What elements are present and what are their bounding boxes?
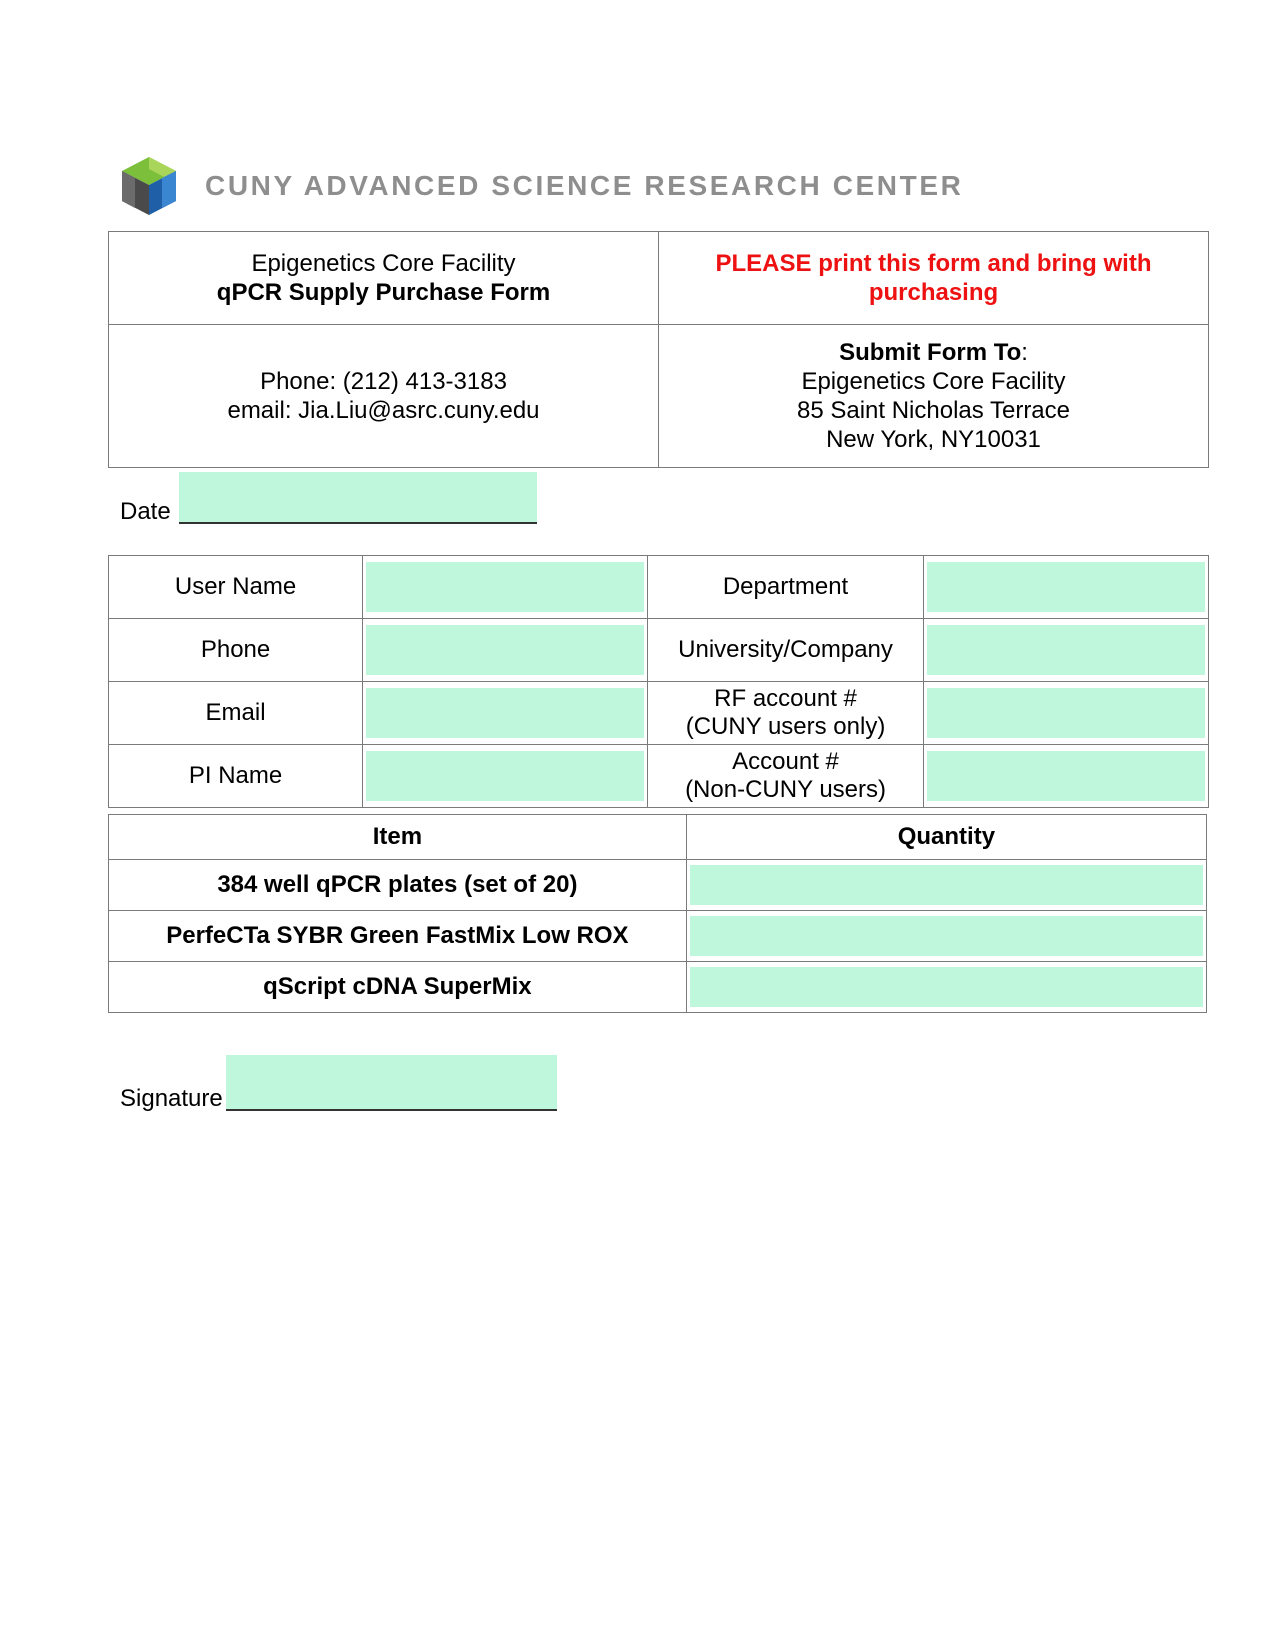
department-input[interactable] [927, 562, 1205, 612]
submit-colon: : [1021, 339, 1028, 366]
phone-cell [363, 619, 648, 682]
contact-email: email: Jia.Liu@asrc.cuny.edu [227, 397, 540, 424]
university-cell [924, 619, 1209, 682]
university-label-text: University/Company [678, 636, 893, 663]
rf-account-label-sub: (CUNY users only) [685, 713, 886, 740]
user-name-label: User Name [109, 556, 363, 619]
items-table [108, 814, 1207, 1013]
user-row [109, 682, 1209, 745]
email-cell [363, 682, 648, 745]
address-line-2: 85 Saint Nicholas Terrace [796, 397, 1071, 424]
item-name: qScript cDNA SuperMix [109, 962, 687, 1013]
user-row [109, 745, 1209, 808]
quantity-cell [686, 911, 1206, 962]
user-name-cell [363, 556, 648, 619]
department-label-text: Department [722, 573, 849, 600]
submit-heading [659, 338, 1208, 367]
organization-name: CUNY ADVANCED SCIENCE RESEARCH CENTER [205, 170, 964, 201]
user-name-input[interactable] [366, 562, 644, 612]
table-row [109, 962, 1207, 1013]
quantity-cell [686, 962, 1206, 1013]
quantity-cell [686, 860, 1206, 911]
facility-name: Epigenetics Core Facility [251, 250, 516, 277]
form-title: qPCR Supply Purchase Form [216, 279, 551, 306]
print-notice-cell [659, 232, 1209, 325]
phone-input[interactable] [366, 625, 644, 675]
phone-label: Phone [109, 619, 363, 682]
quantity-input[interactable] [690, 967, 1203, 1007]
university-input[interactable] [927, 625, 1205, 675]
cube-icon [120, 155, 178, 217]
print-notice-line-1: PLEASE print this form and bring with [715, 250, 1152, 277]
items-header-row [109, 815, 1207, 860]
email-input[interactable] [366, 688, 644, 738]
signature-label: Signature [120, 1085, 223, 1112]
submit-address-cell [659, 325, 1209, 468]
university-label [647, 619, 923, 682]
pi-name-label: PI Name [109, 745, 363, 808]
print-notice-line-2: purchasing [868, 279, 999, 306]
table-row [109, 860, 1207, 911]
rf-account-cell [924, 682, 1209, 745]
quantity-input[interactable] [690, 865, 1203, 905]
rf-account-input[interactable] [927, 688, 1205, 738]
quantity-input[interactable] [690, 916, 1203, 956]
account-label-text: Account # [732, 748, 839, 775]
email-label: Email [109, 682, 363, 745]
account-label [647, 745, 923, 808]
item-name: 384 well qPCR plates (set of 20) [109, 860, 687, 911]
department-label [647, 556, 923, 619]
facility-title-cell [109, 232, 659, 325]
contact-cell [109, 325, 659, 468]
pi-name-cell [363, 745, 648, 808]
item-column-header: Item [109, 815, 687, 860]
user-info-table [108, 555, 1209, 808]
user-row [109, 556, 1209, 619]
quantity-column-header: Quantity [686, 815, 1206, 860]
date-label: Date [120, 498, 171, 525]
pi-name-input[interactable] [366, 751, 644, 801]
account-cell [924, 745, 1209, 808]
department-cell [924, 556, 1209, 619]
signature-input[interactable] [226, 1055, 557, 1111]
rf-account-label [647, 682, 923, 745]
submit-label: Submit Form To [839, 339, 1022, 366]
table-row [109, 911, 1207, 962]
account-input[interactable] [927, 751, 1205, 801]
item-name: PerfeCTa SYBR Green FastMix Low ROX [109, 911, 687, 962]
address-line-1: Epigenetics Core Facility [801, 368, 1066, 395]
contact-phone: Phone: (212) 413-3183 [260, 368, 507, 395]
account-label-sub: (Non-CUNY users) [685, 776, 886, 803]
user-row [109, 619, 1209, 682]
address-line-3: New York, NY10031 [826, 426, 1041, 453]
date-input[interactable] [179, 472, 537, 524]
header-info-table [108, 231, 1209, 468]
rf-account-label-text: RF account # [714, 685, 857, 712]
